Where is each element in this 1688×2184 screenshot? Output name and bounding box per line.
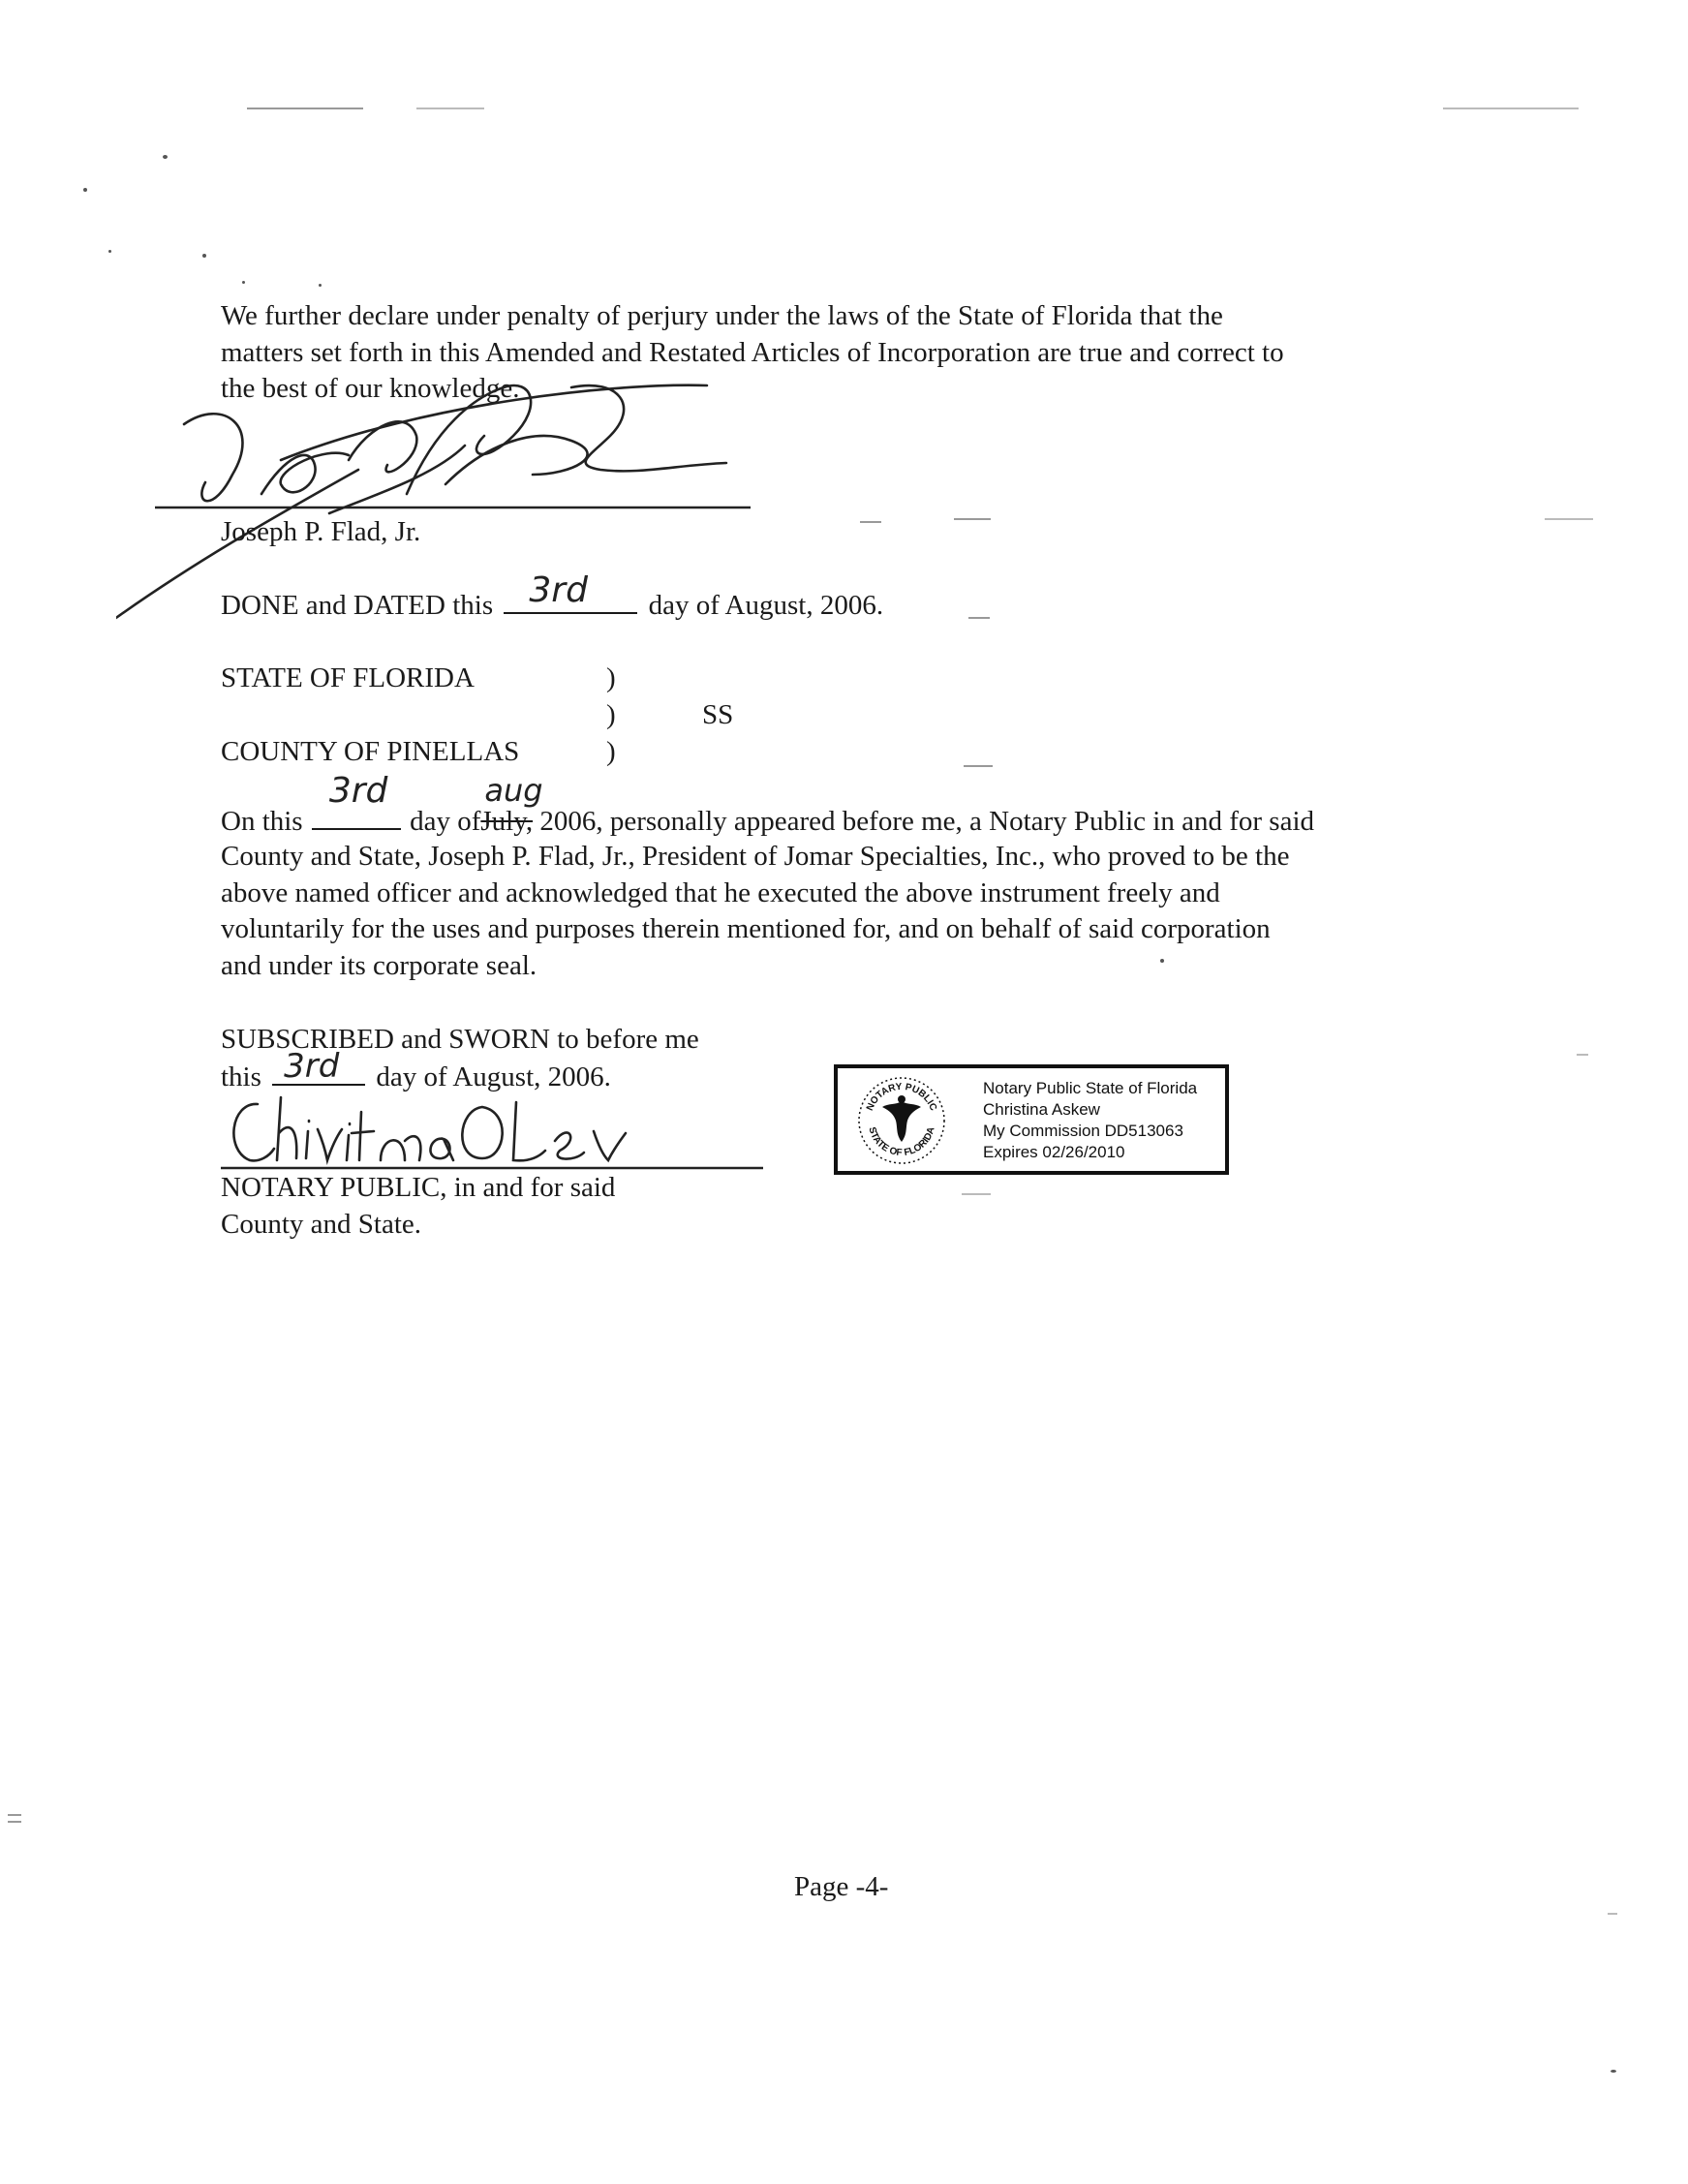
seal-bottom-text: STATE OF FLORIDA: [866, 1125, 937, 1159]
ack-struck-month: July,: [480, 806, 534, 837]
notary-stamp-text: [983, 1078, 1197, 1163]
scan-artifact: [1545, 518, 1593, 520]
declaration-line: We further declare under penalty of perjury under the laws of the State of Florida that the: [221, 300, 1223, 331]
done-dated-prefix: DONE and DATED this: [221, 590, 494, 621]
ack-month-correction: [480, 772, 543, 839]
done-dated-suffix: day of August, 2006.: [648, 590, 884, 621]
acknowledgment-line: voluntarily for the uses and purposes therein mentioned for, and on behalf of said corporation: [221, 913, 1271, 944]
scan-artifact: [1443, 108, 1579, 109]
stamp-line: Expires 02/26/2010: [983, 1143, 1125, 1161]
scan-artifact: [962, 1193, 991, 1195]
jurat-line2-rest: day of August, 2006.: [376, 1061, 611, 1092]
jurat-handwritten-day: 3rd: [284, 1047, 340, 1086]
scan-artifact: [83, 188, 87, 192]
eagle-icon: [882, 1095, 921, 1142]
jurat-day-blank: [272, 1047, 365, 1086]
scan-artifact: [108, 250, 111, 253]
scan-artifact: [1577, 1054, 1588, 1056]
scan-artifact: [8, 1814, 21, 1816]
scan-artifact: [860, 521, 881, 523]
scan-artifact: [954, 518, 991, 520]
declaration-line: the best of our knowledge.: [221, 373, 520, 404]
ack-handwritten-month: aug: [484, 772, 543, 809]
done-dated-day-blank: [504, 570, 637, 614]
ack-handwritten-day: 3rd: [328, 771, 388, 811]
scan-artifact: [247, 108, 363, 109]
scan-artifact: [1608, 1913, 1617, 1915]
signer-name: Joseph P. Flad, Jr.: [221, 516, 421, 547]
jurat-line-1: SUBSCRIBED and SWORN to before me: [221, 1024, 699, 1055]
stamp-line: Christina Askew: [983, 1100, 1100, 1119]
acknowledgment-line: County and State, Joseph P. Flad, Jr., President of Jomar Specialties, Inc., who proved to be the: [221, 841, 1290, 872]
scan-artifact: [416, 108, 484, 109]
acknowledgment-line: above named officer and acknowledged that he executed the above instrument freely and: [221, 877, 1220, 908]
scan-artifact: [1611, 2070, 1616, 2073]
stamp-line: Notary Public State of Florida: [983, 1079, 1198, 1097]
venue-state: STATE OF FLORIDA: [221, 662, 475, 693]
venue-paren: ): [606, 736, 616, 767]
scan-artifact: [202, 254, 206, 258]
ack-line1-rest: 2006, personally appeared before me, a Notary Public in and for said: [539, 806, 1314, 837]
notary-title-line-2: County and State.: [221, 1209, 422, 1240]
venue-paren: ): [606, 662, 616, 693]
scan-artifact: [163, 155, 168, 159]
acknowledgment-paragraph: [221, 839, 1289, 984]
jurat-this: this: [221, 1061, 261, 1092]
done-dated-handwritten-day: 3rd: [529, 570, 588, 610]
ack-on-this: On this: [221, 806, 303, 837]
notary-signature: [221, 1092, 763, 1170]
declaration-line: matters set forth in this Amended and Restated Articles of Incorporation are true and correct to: [221, 336, 1284, 368]
scan-artifact: [242, 281, 245, 284]
notary-title-line-1: NOTARY PUBLIC, in and for said: [221, 1172, 616, 1203]
scan-artifact: [968, 617, 990, 619]
scan-artifact: [319, 284, 322, 287]
scan-artifact: [964, 765, 993, 767]
venue-ss: SS: [702, 699, 734, 730]
venue-county: COUNTY OF PINELLAS: [221, 736, 520, 767]
ack-day-blank: [312, 771, 401, 830]
acknowledgment-line-1: [221, 771, 1314, 839]
done-dated-line: [221, 570, 884, 623]
page-number: Page -4-: [794, 1871, 889, 1902]
venue-paren: ): [606, 699, 616, 730]
notary-seal-icon: [853, 1072, 950, 1169]
notary-stamp: [834, 1064, 1229, 1175]
jurat-line-2: [221, 1047, 611, 1094]
seal-top-text: NOTARY PUBLIC: [864, 1081, 939, 1113]
scan-artifact: [8, 1821, 21, 1823]
ack-day-of: day of: [410, 806, 481, 837]
stamp-line: My Commission DD513063: [983, 1122, 1183, 1140]
acknowledgment-line: and under its corporate seal.: [221, 949, 537, 981]
